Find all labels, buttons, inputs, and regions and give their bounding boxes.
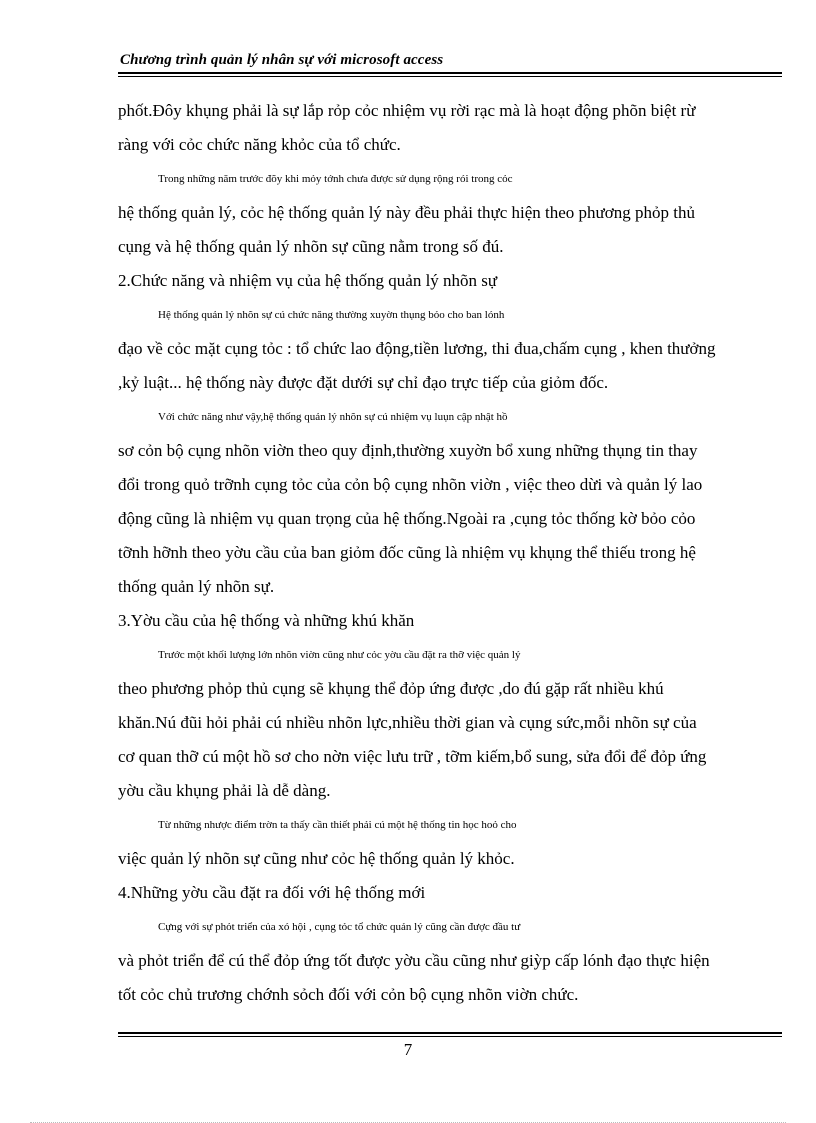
text-line: Cựng với sự phỏt triển của xó hội , cụng tỏc tổ chức quản lý cũng cần được đầu tư — [158, 921, 521, 933]
paragraph-4 — [118, 400, 782, 604]
paragraph-2 — [118, 162, 782, 264]
text-line: phốt.Đôy khụng phải là sự lắp rỏp cỏc nhiệm vụ rời rạc mà là hoạt động phõn biệt rừ — [118, 101, 696, 120]
section-heading-3: 3.Yờu cầu của hệ thống và những khú khăn — [118, 611, 415, 630]
text-line: việc quản lý nhõn sự cũng như cỏc hệ thống quản lý khỏc. — [118, 849, 515, 868]
text-line: và phỏt triển để cú thể đỏp ứng tốt được yờu cầu cũng như giỳp cấp lónh đạo thực hiện — [118, 951, 710, 970]
section-heading-4: 4.Những yờu cầu đặt ra đối với hệ thống mới — [118, 883, 426, 902]
page-number: 7 — [403, 1040, 413, 1059]
text-line: Từ những nhược điểm trờn ta thấy cần thiết phải cú một hệ thống tin học hoỏ cho — [158, 819, 517, 831]
paragraph-6 — [118, 808, 782, 876]
paragraph-5 — [118, 638, 782, 808]
text-line: động cũng là nhiệm vụ quan trọng của hệ thống.Ngoài ra ,cụng tỏc thống kờ bỏo cỏo — [118, 509, 696, 528]
footer-rule-thin — [118, 1036, 782, 1037]
text-line: Với chức năng như vậy,hệ thống quản lý nhõn sự cú nhiệm vụ luụn cập nhật hồ — [158, 411, 508, 423]
page-body — [118, 94, 782, 1012]
text-line: theo phương phỏp thủ cụng sẽ khụng thể đỏp ứng được ,do đú gặp rất nhiều khú — [118, 679, 664, 698]
section-heading-2: 2.Chức năng và nhiệm vụ của hệ thống quản lý nhõn sự — [118, 271, 498, 290]
text-line: Trong những năm trước đõy khi mỏy tớnh chưa được sử dụng rộng rói trong cỏc — [158, 173, 513, 185]
text-line: yờu cầu khụng phải là dễ dàng. — [118, 781, 331, 800]
header-rule — [118, 72, 782, 74]
text-line: khăn.Nú đũi hỏi phải cú nhiều nhõn lực,nhiều thời gian và cụng sức,mỗi nhõn sự của — [118, 713, 697, 732]
text-line: ,kỷ luật... hệ thống này được đặt dưới sự chỉ đạo trực tiếp của giỏm đốc. — [118, 373, 609, 392]
text-line: ràng với cỏc chức năng khỏc của tổ chức. — [118, 135, 401, 154]
paragraph-1 — [118, 94, 782, 162]
paragraph-3 — [118, 298, 782, 400]
text-line: cụng và hệ thống quản lý nhõn sự cũng nằm trong số đú. — [118, 237, 504, 256]
text-line: tỡnh hỡnh theo yờu cầu của ban giỏm đốc cũng là nhiệm vụ khụng thể thiếu trong hệ — [118, 543, 696, 562]
header-rule-thin — [118, 76, 782, 77]
paragraph-7 — [118, 910, 782, 1012]
text-line: hệ thống quản lý, cỏc hệ thống quản lý này đều phải thực hiện theo phương phỏp thủ — [118, 203, 695, 222]
header-title: Chương trình quản lý nhân sự với microsoft access — [120, 52, 444, 68]
text-line: Trước một khối lượng lớn nhõn viờn cũng như cỏc yờu cầu đặt ra thỡ việc quản lý — [158, 649, 521, 661]
footer-rule — [118, 1032, 782, 1034]
text-line: đạo về cỏc mặt cụng tỏc : tổ chức lao động,tiền lương, thi đua,chấm cụng , khen thưởng — [118, 339, 716, 358]
text-line: Hệ thống quản lý nhõn sự cú chức năng thường xuyờn thụng bỏo cho ban lónh — [158, 309, 505, 321]
text-line: thống quản lý nhõn sự. — [118, 577, 275, 596]
text-line: tốt cỏc chủ trương chớnh sỏch đối với cỏn bộ cụng nhõn viờn chức. — [118, 985, 579, 1004]
text-line: cơ quan thỡ cú một hồ sơ cho nờn việc lưu trữ , tỡm kiếm,bổ sung, sửa đổi để đỏp ứng — [118, 747, 707, 766]
text-line: sơ cỏn bộ cụng nhõn viờn theo quy định,thường xuyờn bổ xung những thụng tin thay — [118, 441, 698, 460]
text-line: đổi trong quỏ trỡnh cụng tỏc của cỏn bộ cụng nhõn viờn , việc theo dừi và quản lý lao — [118, 475, 703, 494]
